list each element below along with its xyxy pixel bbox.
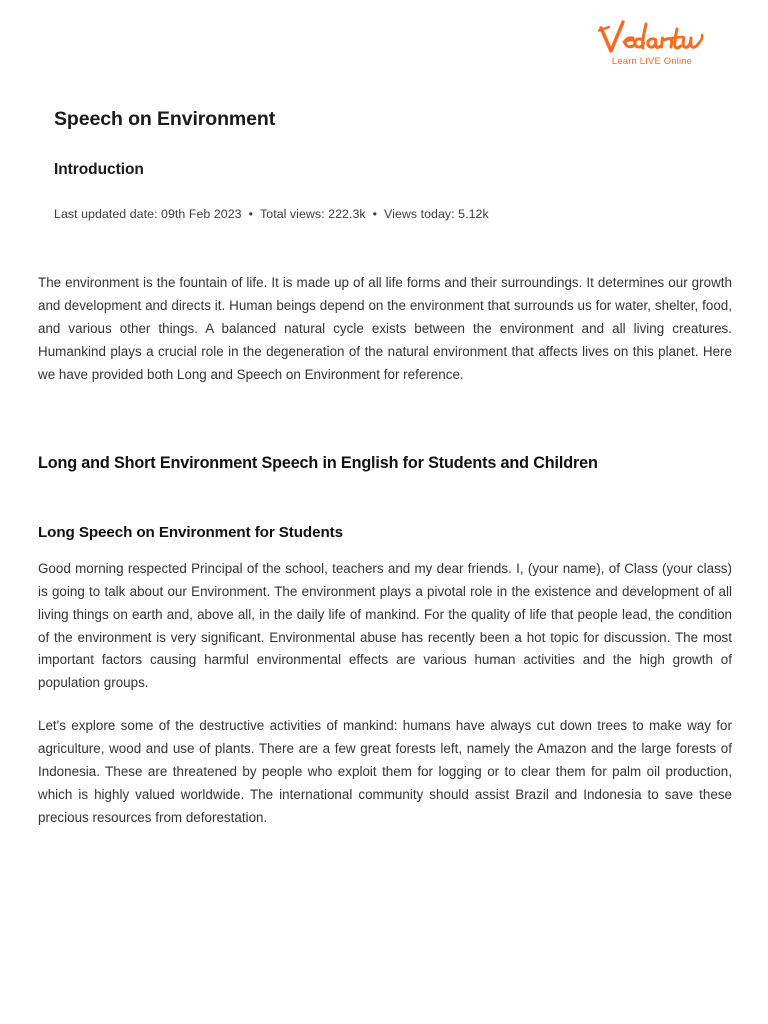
heading-long-and-short-speech: Long and Short Environment Speech in English for Students and Children (38, 453, 598, 472)
vedantu-logo[interactable] (592, 18, 712, 67)
meta-separator-2: • (372, 206, 378, 221)
article-body (38, 272, 732, 830)
spacer (38, 473, 732, 523)
views-today-text: Views today: 5.12k (384, 206, 489, 221)
introduction-heading: Introduction (54, 161, 144, 179)
last-updated-text: Last updated date: 09th Feb 2023 (54, 206, 242, 221)
meta-separator-1: • (248, 206, 254, 221)
spacer (38, 695, 732, 715)
speech-paragraph-1: Good morning respected Principal of the school, teachers and my dear friends. I, (your name), of Class (your class) is going to talk about our Environment. The environment plays a pivotal role in the existence and development of all living things on earth and, above all, in the daily life of mankind. For the quality of life that people lead, the condition of the environment is very significant. Environmental abuse has recently been a hot topic for discussion. The most important factors causing harmful environmental effects are various human activities and the high growth of population groups. (38, 560, 732, 691)
speech-paragraph-2: Let's explore some of the destructive activities of mankind: humans have always cut down trees to make way for agriculture, wood and use of plants. There are a few great forests left, namely the Amazon and the large forests of Indonesia. These are threatened by people who exploit them for logging or to clear them for palm oil production, which is highly valued worldwide. The international community should assist Brazil and Indonesia to save these precious resources from deforestation. (38, 718, 732, 825)
heading-long-speech-students: Long Speech on Environment for Students (38, 523, 343, 541)
spacer (38, 542, 732, 558)
spacer (38, 387, 732, 453)
total-views-text: Total views: 222.3k (260, 206, 366, 221)
page-title: Speech on Environment (54, 108, 276, 130)
article-meta (54, 180, 728, 221)
logo-tagline: Learn LIVE Online (611, 56, 693, 67)
vedantu-wordmark-icon (598, 18, 706, 56)
intro-paragraph: The environment is the fountain of life. It is made up of all life forms and their surroundings. It determines our growth and development and directs it. Human beings depend on the environment that surrounds us for water, shelter, food, and various other things. A balanced natural cycle exists between the environment and all living creatures. Humankind plays a crucial role in the degeneration of the natural environment that affects lives on this planet. Here we have provided both Long and Speech on Environment for reference. (38, 275, 732, 382)
title-block (54, 108, 728, 221)
